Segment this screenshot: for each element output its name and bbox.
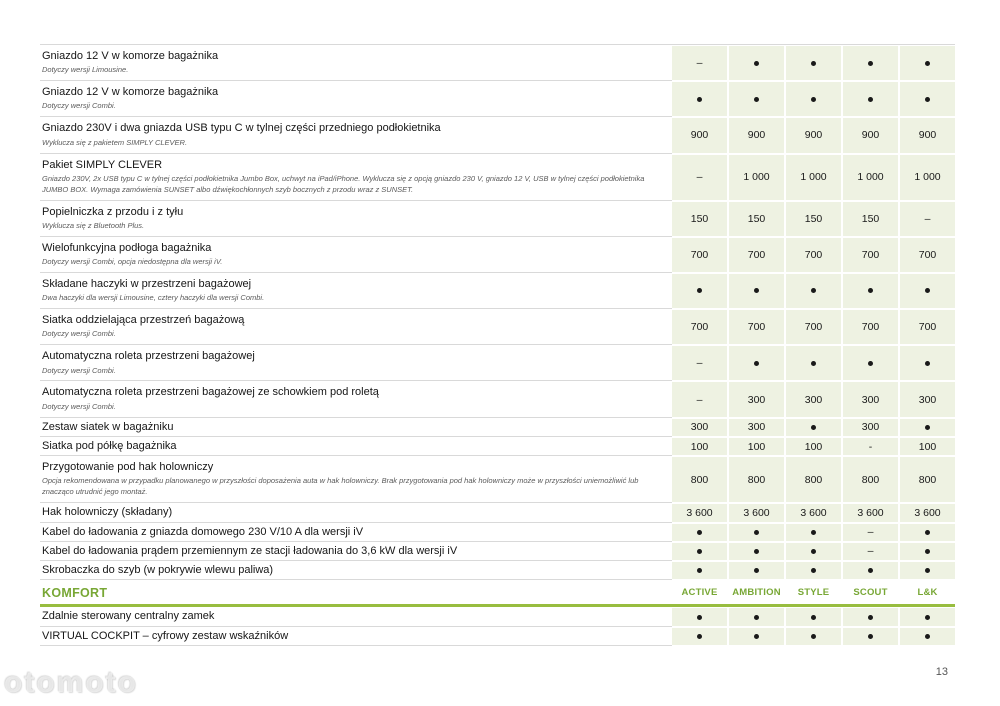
value-cell: 900 [672,118,727,152]
value-cell [786,543,841,560]
table-row [40,456,955,503]
standard-equipment-dot-icon [925,425,930,430]
item-name: Wielofunkcyjna podłoga bagażnika [42,241,212,254]
value-cell [843,82,898,116]
value-cell: – [843,524,898,541]
value-cell [900,346,955,380]
value-cell [672,82,727,116]
value-cell: 700 [672,238,727,272]
value-cell: 300 [729,382,784,416]
standard-equipment-dot-icon [925,288,930,293]
item-name: Automatyczna roleta przestrzeni bagażowej ze schowkiem pod roletą [42,386,379,399]
value-cell [900,82,955,116]
value-cell [672,274,727,308]
item-name: Skrobaczka do szyb (w pokrywie wlewu paliwa) [42,564,274,577]
value-cell: 300 [672,419,727,436]
value-cell [786,46,841,80]
standard-equipment-dot-icon [811,530,816,535]
table-row [40,523,955,542]
standard-equipment-dot-icon [868,568,873,573]
value-cell [843,628,898,645]
item-note: Gniazdo 230V, 2x USB typu C w tylnej części podłokietnika Jumbo Box, uchwyt na iPad/iPhone. Wyklucza się z opcją gniazdo 230 V, gniazdo 12 V, USB w tylnej części podłokietnika JUMBO BOX. Wymaga zamówienia SUNSET albo dźwiękochłonnych szyb bocznych z przodu wraz z SUNSET. [42,173,645,194]
value-cell [786,82,841,116]
value-cell [843,274,898,308]
row-cells [672,381,955,417]
item-note: Dotyczy wersji Combi. [42,401,116,411]
column-header-ambition: AMBITION [732,586,781,598]
value-cell [672,562,727,579]
value-cell [900,524,955,541]
row-cells [672,523,955,542]
section-title: KOMFORT [42,586,108,601]
table-row [40,117,955,153]
value-cell [786,274,841,308]
row-cells [672,273,955,309]
standard-equipment-dot-icon [697,530,702,535]
standard-equipment-dot-icon [754,361,759,366]
item-name: Zestaw siatek w bagażniku [42,420,174,433]
value-cell [729,274,784,308]
value-cell [843,562,898,579]
item-name: Gniazdo 12 V w komorze bagażnika [42,86,219,99]
value-cell: – [843,543,898,560]
standard-equipment-dot-icon [754,61,759,66]
value-cell: 300 [786,382,841,416]
standard-equipment-dot-icon [697,97,702,102]
standard-equipment-dot-icon [925,615,930,620]
item-note: Wyklucza się z pakietem SIMPLY CLEVER. [42,137,188,147]
table-row [40,561,955,580]
value-cell: 300 [843,382,898,416]
table-row [40,309,955,345]
value-cell [900,46,955,80]
standard-equipment-dot-icon [868,361,873,366]
value-cell [786,628,841,645]
value-cell: 700 [900,238,955,272]
value-cell [729,346,784,380]
value-cell [843,608,898,625]
standard-equipment-dot-icon [868,61,873,66]
value-cell: 100 [729,438,784,455]
value-cell: 700 [729,238,784,272]
value-cell [729,543,784,560]
table-row [40,201,955,237]
value-cell [672,543,727,560]
value-cell: 3 600 [843,504,898,521]
row-cells [672,345,955,381]
table-row [40,154,955,201]
standard-equipment-dot-icon [811,361,816,366]
value-cell: 1 000 [729,155,784,200]
value-cell: 300 [843,419,898,436]
standard-equipment-dot-icon [925,97,930,102]
value-cell: 300 [729,419,784,436]
section-header-row [40,580,955,607]
standard-equipment-dot-icon [925,61,930,66]
standard-equipment-dot-icon [697,615,702,620]
column-header-style: STYLE [797,586,830,598]
value-cell [786,524,841,541]
row-cells [672,201,955,237]
standard-equipment-dot-icon [811,615,816,620]
page-number: 13 [935,666,948,678]
table-row [40,45,955,81]
item-name: Składane haczyki w przestrzeni bagażowej [42,277,252,290]
standard-equipment-dot-icon [925,549,930,554]
standard-equipment-dot-icon [811,61,816,66]
item-name: Popielniczka z przodu i z tyłu [42,205,184,218]
value-cell: 100 [672,438,727,455]
value-cell [900,562,955,579]
value-cell [786,562,841,579]
value-cell: 100 [786,438,841,455]
row-cells [672,81,955,117]
standard-equipment-dot-icon [811,568,816,573]
value-cell [729,628,784,645]
row-cells [672,627,955,646]
value-cell [729,562,784,579]
standard-equipment-dot-icon [925,361,930,366]
row-cells [672,154,955,201]
value-cell [900,274,955,308]
value-cell: – [672,46,727,80]
item-note: Dotyczy wersji Combi. [42,329,116,339]
row-cells [672,456,955,503]
standard-equipment-dot-icon [754,615,759,620]
item-note: Dotyczy wersji Combi, opcja niedostępna dla wersji iV. [42,257,223,267]
row-cells [672,607,955,626]
value-cell: 900 [729,118,784,152]
value-cell: 3 600 [729,504,784,521]
table-row [40,81,955,117]
standard-equipment-dot-icon [754,97,759,102]
value-cell [672,628,727,645]
value-cell: 150 [843,202,898,236]
row-cells [672,418,955,437]
item-name: Siatka pod półkę bagażnika [42,439,177,452]
item-note: Dotyczy wersji Limousine. [42,65,129,75]
value-cell: 1 000 [900,155,955,200]
item-note: Wyklucza się z Bluetooth Plus. [42,220,145,230]
row-cells [672,437,955,456]
standard-equipment-dot-icon [697,568,702,573]
value-cell: 800 [729,457,784,502]
value-cell: 900 [786,118,841,152]
standard-equipment-dot-icon [811,549,816,554]
standard-equipment-dot-icon [754,530,759,535]
table-row [40,627,955,646]
item-name: Hak holowniczy (składany) [42,506,173,519]
standard-equipment-dot-icon [811,634,816,639]
table-row [40,418,955,437]
item-name: Gniazdo 12 V w komorze bagażnika [42,50,219,62]
item-name: Siatka oddzielająca przestrzeń bagażową [42,314,245,327]
standard-equipment-dot-icon [754,634,759,639]
row-cells [672,237,955,273]
value-cell [729,524,784,541]
standard-equipment-dot-icon [811,97,816,102]
item-name: Przygotowanie pod hak holowniczy [42,461,214,474]
item-note: Opcja rekomendowana w przypadku planowanego w przyszłości doposażenia auta w hak holowniczy. Brak przygotowania pod hak holowniczy może w przyszłości uniemożliwić lub znacząco utrudnić jego montaż. [42,476,639,497]
value-cell [843,46,898,80]
standard-equipment-dot-icon [811,425,816,430]
value-cell: 150 [672,202,727,236]
item-note: Dotyczy wersji Combi. [42,101,116,111]
row-cells [672,309,955,345]
item-note: Dotyczy wersji Combi. [42,365,116,375]
column-header-scout: SCOUT [853,586,888,598]
value-cell [672,608,727,625]
value-cell: 800 [900,457,955,502]
value-cell: 700 [729,310,784,344]
value-cell [900,608,955,625]
row-cells [672,580,955,604]
value-cell: 150 [786,202,841,236]
value-cell: 700 [672,310,727,344]
standard-equipment-dot-icon [925,568,930,573]
item-name: Kabel do ładowania z gniazda domowego 230 V/10 A dla wersji iV [42,525,364,538]
value-cell: 1 000 [786,155,841,200]
standard-equipment-dot-icon [925,634,930,639]
standard-equipment-dot-icon [754,568,759,573]
value-cell: 3 600 [900,504,955,521]
value-cell: 100 [900,438,955,455]
value-cell: – [672,382,727,416]
value-cell: 900 [843,118,898,152]
value-cell [729,608,784,625]
standard-equipment-dot-icon [697,549,702,554]
value-cell [786,608,841,625]
standard-equipment-dot-icon [868,97,873,102]
item-name: VIRTUAL COCKPIT – cyfrowy zestaw wskaźników [42,629,289,642]
item-name: Zdalnie sterowany centralny zamek [42,610,215,623]
value-cell [900,419,955,436]
item-note: Dwa haczyki dla wersji Limousine, cztery haczyki dla wersji Combi. [42,293,265,303]
standard-equipment-dot-icon [868,615,873,620]
standard-equipment-dot-icon [868,288,873,293]
value-cell: 700 [786,310,841,344]
value-cell: 900 [900,118,955,152]
table-row [40,542,955,561]
value-cell [843,346,898,380]
table-row [40,503,955,522]
table-row [40,437,955,456]
column-header-active: ACTIVE [681,586,718,598]
value-cell: 3 600 [786,504,841,521]
value-cell: 800 [843,457,898,502]
row-cells [672,117,955,153]
item-name: Pakiet SIMPLY CLEVER [42,158,163,171]
row-cells [672,45,955,81]
standard-equipment-dot-icon [925,530,930,535]
standard-equipment-dot-icon [697,288,702,293]
column-header-lk: L&K [917,586,938,598]
item-name: Automatyczna roleta przestrzeni bagażowej [42,350,255,363]
value-cell [786,419,841,436]
value-cell: 150 [729,202,784,236]
standard-equipment-dot-icon [754,288,759,293]
value-cell: 700 [843,310,898,344]
item-name: Gniazdo 230V i dwa gniazda USB typu C w tylnej części przedniego podłokietnika [42,122,441,135]
standard-equipment-dot-icon [697,634,702,639]
value-cell: – [672,346,727,380]
value-cell [900,628,955,645]
value-cell [729,46,784,80]
value-cell: 3 600 [672,504,727,521]
row-cells [672,542,955,561]
standard-equipment-dot-icon [811,288,816,293]
table-row [40,273,955,309]
row-cells [672,561,955,580]
value-cell [786,346,841,380]
item-name: Kabel do ładowania prądem przemiennym ze stacji ładowania do 3,6 kW dla wersji iV [42,544,458,557]
value-cell: – [672,155,727,200]
value-cell: 700 [786,238,841,272]
value-cell: 700 [900,310,955,344]
table-row [40,607,955,626]
row-cells [672,503,955,522]
watermark: otomoto [4,666,138,699]
table-row [40,381,955,417]
value-cell: 300 [900,382,955,416]
value-cell: 1 000 [843,155,898,200]
standard-equipment-dot-icon [868,634,873,639]
value-cell: 700 [843,238,898,272]
value-cell [729,82,784,116]
equipment-table [40,44,955,646]
value-cell: 800 [786,457,841,502]
value-cell [900,543,955,560]
table-row [40,345,955,381]
value-cell: 800 [672,457,727,502]
value-cell: - [843,438,898,455]
standard-equipment-dot-icon [754,549,759,554]
table-row [40,237,955,273]
value-cell: – [900,202,955,236]
value-cell [672,524,727,541]
